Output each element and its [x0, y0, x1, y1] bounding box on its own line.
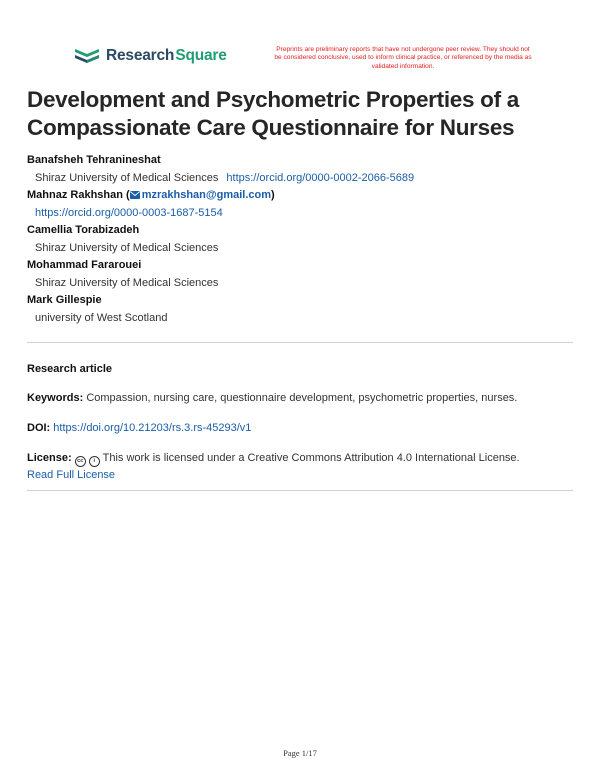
page-number: Page 1/17: [283, 748, 317, 758]
license: [27, 450, 577, 483]
author-orcid-line: [27, 204, 577, 222]
author-item: [27, 257, 577, 292]
author-affiliation: Shiraz University of Medical Sciences: [35, 242, 219, 254]
preprint-disclaimer: Preprints are preliminary reports that have not undergone peer review. They should not be considered conclusive, used to inform clinical practice, or referenced by the media as validated information.: [274, 46, 532, 70]
article-type-label: Research article: [27, 363, 112, 375]
author-name: Mohammad Fararouei: [27, 259, 142, 271]
paren-close: ): [271, 189, 275, 201]
author-affiliation: Shiraz University of Medical Sciences: [35, 277, 219, 289]
section-divider: [27, 490, 573, 491]
author-name: Mark Gillespie: [27, 294, 102, 306]
author-affiliation: Shiraz University of Medical Sciences: [35, 172, 219, 184]
author-name-line: [27, 187, 577, 204]
doi-label: DOI:: [27, 422, 51, 434]
attribution-icon[interactable]: i: [89, 456, 100, 467]
logo-word-square: Square: [175, 47, 227, 64]
author-item: [27, 222, 577, 257]
section-divider: [27, 342, 573, 343]
license-label: License:: [27, 452, 72, 464]
paren-open: (: [126, 189, 130, 201]
license-text: This work is licensed under a Creative Commons Attribution 4.0 International License.: [102, 452, 520, 464]
orcid-link[interactable]: https://orcid.org/0000-0002-2066-5689: [226, 172, 415, 184]
read-full-license-link[interactable]: Read Full License: [27, 469, 116, 481]
author-item: [27, 292, 577, 327]
article-type: [27, 361, 577, 377]
email-text: mzrakhshan@gmail.com: [141, 189, 272, 201]
author-name: Camellia Torabizadeh: [27, 224, 140, 236]
keywords: [27, 390, 577, 406]
creative-commons-icon[interactable]: cc: [75, 456, 86, 467]
author-name: Banafsheh Tehranineshat: [27, 154, 161, 166]
author-item: [27, 152, 577, 187]
author-item: [27, 187, 577, 222]
author-list: [27, 152, 577, 327]
doi-link[interactable]: https://doi.org/10.21203/rs.3.rs-45293/v1: [53, 422, 252, 434]
orcid-link[interactable]: https://orcid.org/0000-0003-1687-5154: [35, 207, 223, 219]
envelope-icon: [130, 191, 140, 199]
author-affiliation-line: [27, 169, 577, 187]
research-square-logo-icon: [74, 46, 100, 66]
keywords-label: Keywords:: [27, 392, 84, 404]
keywords-value: Compassion, nursing care, questionnaire development, psychometric properties, nurses.: [86, 392, 518, 404]
author-affiliation: university of West Scotland: [35, 312, 168, 324]
paper-title: Development and Psychometric Properties of a Compassionate Care Questionnaire for Nurses: [27, 87, 519, 140]
doi: [27, 420, 577, 436]
email-link[interactable]: [130, 189, 271, 201]
logo-word-research: Research: [106, 47, 175, 64]
author-name: Mahnaz Rakhshan: [27, 189, 123, 201]
logo-text: [106, 47, 227, 65]
research-square-logo[interactable]: [74, 46, 227, 66]
header: [74, 46, 534, 78]
